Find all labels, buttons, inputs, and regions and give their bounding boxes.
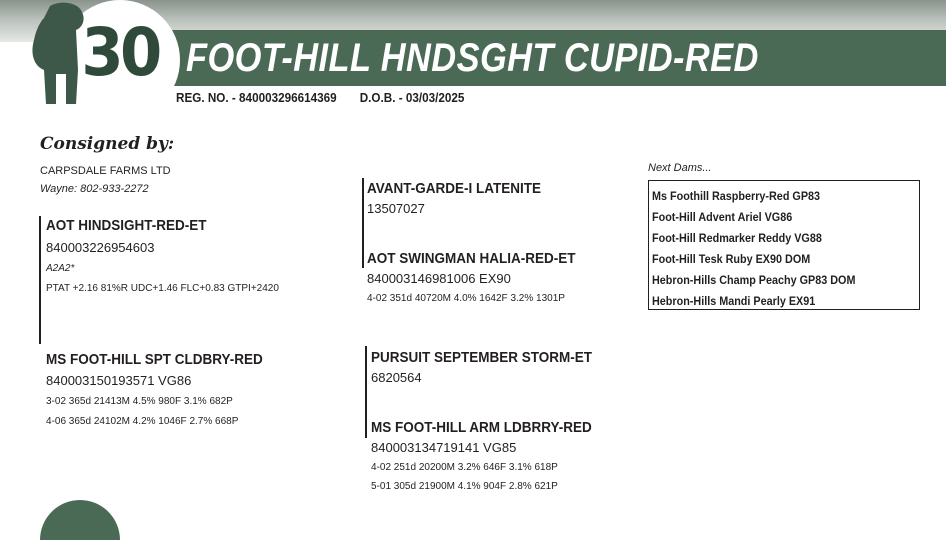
pedigree-line-dam-parents bbox=[365, 346, 367, 438]
sire-dam-name: AOT SWINGMAN HALIA-RED-ET bbox=[367, 250, 576, 267]
sire-reg: 840003226954603 bbox=[46, 240, 155, 255]
dam-record-2: 4-06 365d 24102M 4.2% 1046F 2.7% 668P bbox=[46, 416, 239, 427]
dam-dam-name: MS FOOT-HILL ARM LDBRRY-RED bbox=[371, 419, 592, 436]
next-dams-box bbox=[648, 180, 920, 310]
dam-reg: 840003150193571 VG86 bbox=[46, 373, 192, 388]
animal-name: FOOT-HILL HNDSGHT CUPID-RED bbox=[186, 36, 759, 80]
sire-genotype: A2A2* bbox=[46, 263, 75, 274]
sire-dam-record: 4-02 351d 40720M 4.0% 1642F 3.2% 1301P bbox=[367, 293, 565, 304]
registration-number: REG. NO. - 840003296614369 bbox=[176, 90, 337, 105]
dam-sire-name: PURSUIT SEPTEMBER STORM-ET bbox=[371, 349, 593, 366]
dam-name: MS FOOT-HILL SPT CLDBRY-RED bbox=[46, 351, 263, 368]
sire-name: AOT HINDSIGHT-RED-ET bbox=[46, 217, 207, 234]
next-dam-item: Foot-Hill Redmarker Reddy VG88 bbox=[652, 231, 822, 245]
next-dam-item: Hebron-Hills Mandi Pearly EX91 bbox=[652, 294, 816, 308]
dam-sire-reg: 6820564 bbox=[371, 370, 422, 385]
dam-dam-record-2: 5-01 305d 21900M 4.1% 904F 2.8% 621P bbox=[371, 481, 558, 492]
next-dam-item: Ms Foothill Raspberry-Red GP83 bbox=[652, 189, 821, 203]
pedigree-line-sire bbox=[39, 216, 41, 344]
consigned-by-heading: Consigned by: bbox=[40, 134, 175, 154]
sire-sire-name: AVANT-GARDE-I LATENITE bbox=[367, 180, 541, 197]
lot-number: 30 bbox=[81, 14, 159, 91]
sire-sire-reg: 13507027 bbox=[367, 201, 425, 216]
consignor-name: CARPSDALE FARMS LTD bbox=[40, 165, 171, 177]
consignor-contact: Wayne: 802-933-2272 bbox=[40, 183, 149, 195]
dam-record-1: 3-02 365d 21413M 4.5% 980F 3.1% 682P bbox=[46, 396, 233, 407]
registration-line bbox=[176, 90, 484, 105]
dam-dam-reg: 840003134719141 VG85 bbox=[371, 440, 517, 455]
date-of-birth: D.O.B. - 03/03/2025 bbox=[359, 90, 465, 105]
sire-dam-reg: 840003146981006 EX90 bbox=[367, 271, 511, 286]
next-dam-item: Foot-Hill Advent Ariel VG86 bbox=[652, 210, 793, 224]
next-lot-badge-edge bbox=[40, 500, 120, 540]
dam-dam-record-1: 4-02 251d 20200M 3.2% 646F 3.1% 618P bbox=[371, 462, 558, 473]
next-dam-item: Foot-Hill Tesk Ruby EX90 DOM bbox=[652, 252, 811, 266]
pedigree-line-sire-parents bbox=[362, 178, 364, 268]
next-dams-label: Next Dams... bbox=[648, 162, 712, 174]
sire-proof: PTAT +2.16 81%R UDC+1.46 FLC+0.83 GTPI+2420 bbox=[46, 283, 279, 294]
next-dam-item: Hebron-Hills Champ Peachy GP83 DOM bbox=[652, 273, 856, 287]
